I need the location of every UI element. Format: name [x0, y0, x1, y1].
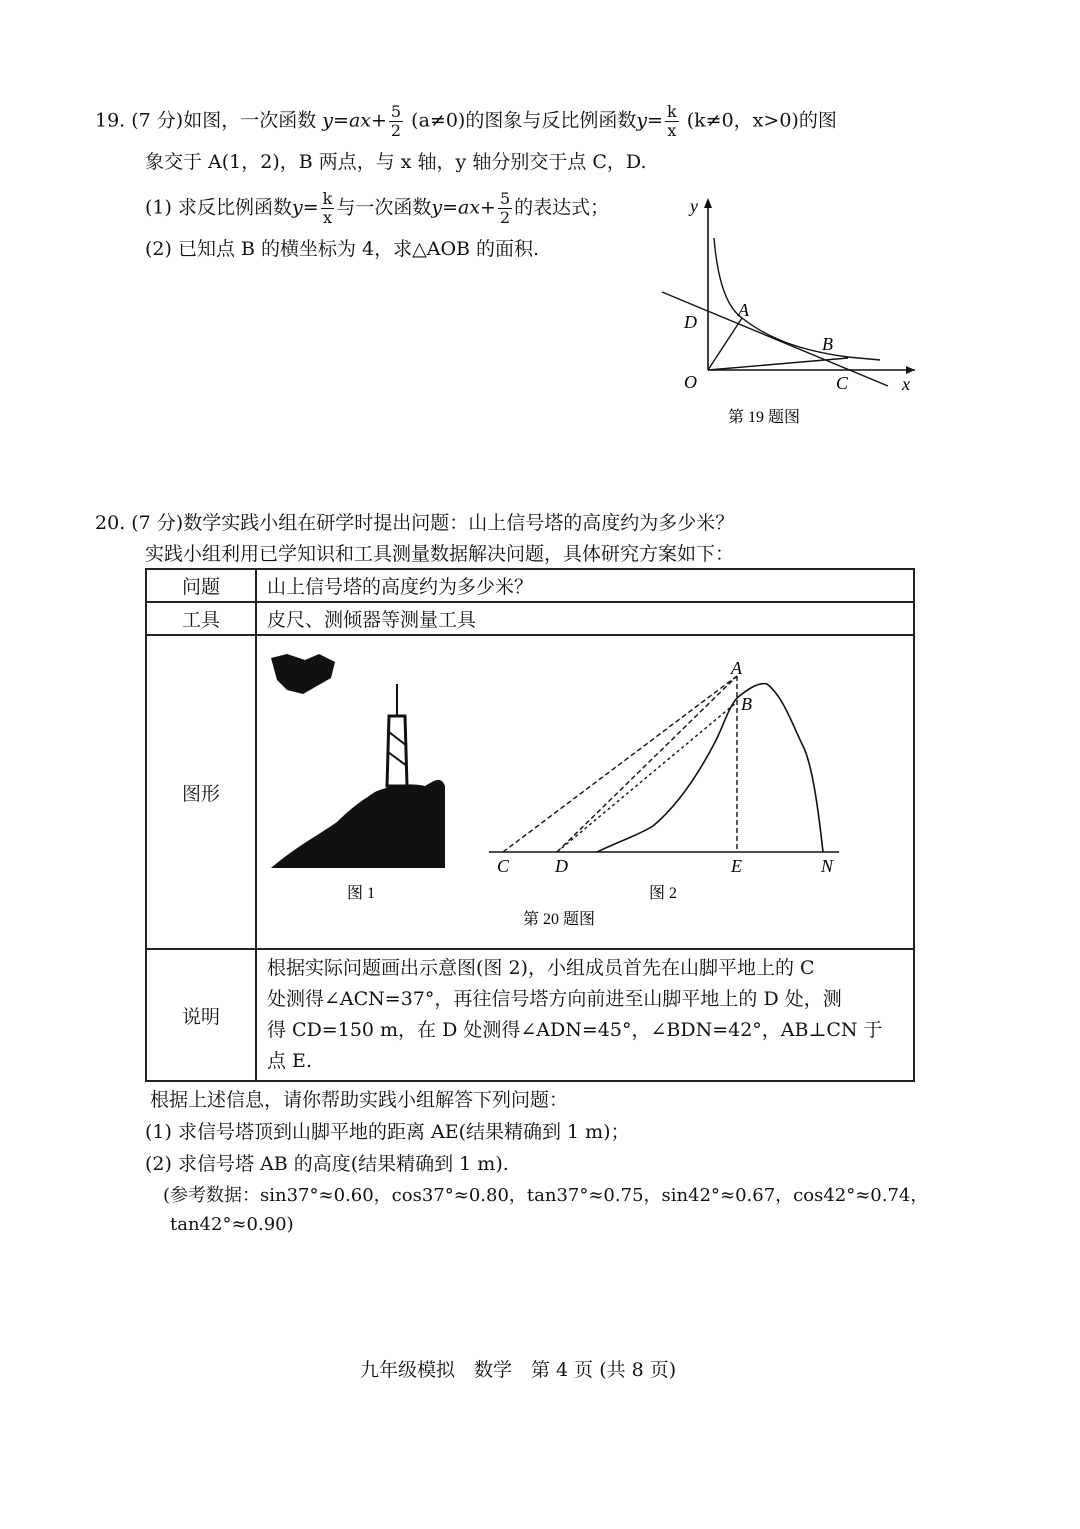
table-head-question: 问题 [146, 569, 256, 602]
q19-part1: (1) 求反比例函数y= $\frac{k}{x}$ 与一次函数y=ax+ $\frac{5}{2}$ 的表达式； [145, 189, 610, 227]
point-C-label: C [497, 856, 510, 876]
point-C-label: C [836, 373, 849, 393]
tree-foliage [271, 654, 335, 694]
table-head-figure: 图形 [146, 635, 256, 949]
mountain-silhouette [271, 780, 445, 868]
figure-2-caption: 图 2 [649, 885, 678, 902]
q20-reference-data-1: (参考数据：sin37°≈0.60，cos37°≈0.80，tan37°≈0.75，sin42°≈0.67，cos42°≈0.74， [163, 1185, 929, 1206]
sightline-DA [557, 676, 737, 852]
q20-line1: 20. (7 分)数学实践小组在研学时提出问题：山上信号塔的高度约为多少米？ [95, 512, 735, 534]
mountain-outline [597, 684, 823, 852]
y-axis-arrow [704, 198, 712, 208]
table-cell-tools: 皮尺、测倾器等测量工具 [256, 602, 914, 635]
table-cell-figure [256, 635, 914, 949]
segment-OB [708, 358, 848, 370]
table-row [146, 602, 914, 635]
q20-line2: 实践小组利用已学知识和工具测量数据解决问题，具体研究方案如下： [145, 543, 735, 565]
q20-part1: (1) 求信号塔顶到山脚平地的距离 AE(结果精确到 1 m)； [145, 1121, 630, 1143]
point-A-label: A [738, 300, 749, 320]
figure-1-caption: 图 1 [347, 885, 376, 902]
q20-figures [257, 636, 913, 948]
x-axis-label: x [902, 374, 910, 394]
sightline-CA [503, 676, 737, 852]
point-D-label: D [555, 856, 568, 876]
q20-number: 20. [95, 512, 126, 534]
point-D-label: D [684, 312, 697, 332]
figure-1-photo [271, 654, 445, 868]
point-E-label: E [731, 856, 742, 876]
table-row [146, 635, 914, 949]
q19-line1: 19. (7 分)如图，一次函数 y=ax+ $\frac{5}{2}$ (a≠0)的图象与反比例函数y= $\frac{k}{x}$ (k≠0，x>0)的图 [95, 102, 837, 140]
q19-line2: 象交于 A(1，2)，B 两点，与 x 轴，y 轴分别交于点 C，D. [145, 151, 647, 173]
x-axis-arrow [906, 366, 915, 374]
point-N-label: N [821, 856, 834, 876]
fraction-5-2: $\frac{5}{2}$ [390, 102, 402, 140]
q19-part2: (2) 已知点 B 的横坐标为 4，求△AOB 的面积. [145, 238, 540, 260]
y-axis-label: y [690, 196, 698, 216]
tower-body [387, 716, 407, 786]
q19-figure-caption: 第 19 题图 [728, 409, 801, 426]
table-cell-explanation: 根据实际问题画出示意图(图 2)，小组成员首先在山脚平地上的 C 处测得∠ACN=37°，再往信号塔方向前进至山脚平地上的 D 处，测 得 CD=150 m，在 D 处测得∠ADN=45°，∠BDN=42°，AB⊥CN 于 点 E. [256, 949, 914, 1081]
table-head-explanation: 说明 [146, 949, 256, 1081]
table-cell-question: 山上信号塔的高度约为多少米？ [256, 569, 914, 602]
point-A-label: A [731, 658, 742, 678]
q20-after-text: 根据上述信息，请你帮助实践小组解答下列问题： [150, 1089, 569, 1111]
q19-figure [640, 190, 930, 430]
q19-number: 19. [95, 109, 126, 132]
q20-part2: (2) 求信号塔 AB 的高度(结果精确到 1 m). [145, 1153, 509, 1175]
table-row [146, 949, 914, 1081]
segment-OA [708, 318, 742, 370]
q20-reference-data-2: tan42°≈0.90) [170, 1214, 294, 1235]
q20-figure-caption: 第 20 题图 [523, 911, 596, 928]
fraction-k-x: $\frac{k}{x}$ [667, 102, 677, 140]
q20-points: (7 分) [131, 512, 184, 534]
point-B-label: B [822, 334, 833, 354]
q19-points: (7 分) [131, 109, 184, 132]
table-row [146, 569, 914, 602]
hyperbola-curve [714, 238, 880, 360]
table-head-tools: 工具 [146, 602, 256, 635]
page-footer: 九年级模拟 数学 第 4 页 (共 8 页) [360, 1359, 677, 1381]
research-plan-table [145, 568, 915, 1082]
figure-2-diagram [489, 658, 839, 876]
point-B-label: B [741, 694, 752, 714]
point-O-label: O [684, 372, 697, 392]
